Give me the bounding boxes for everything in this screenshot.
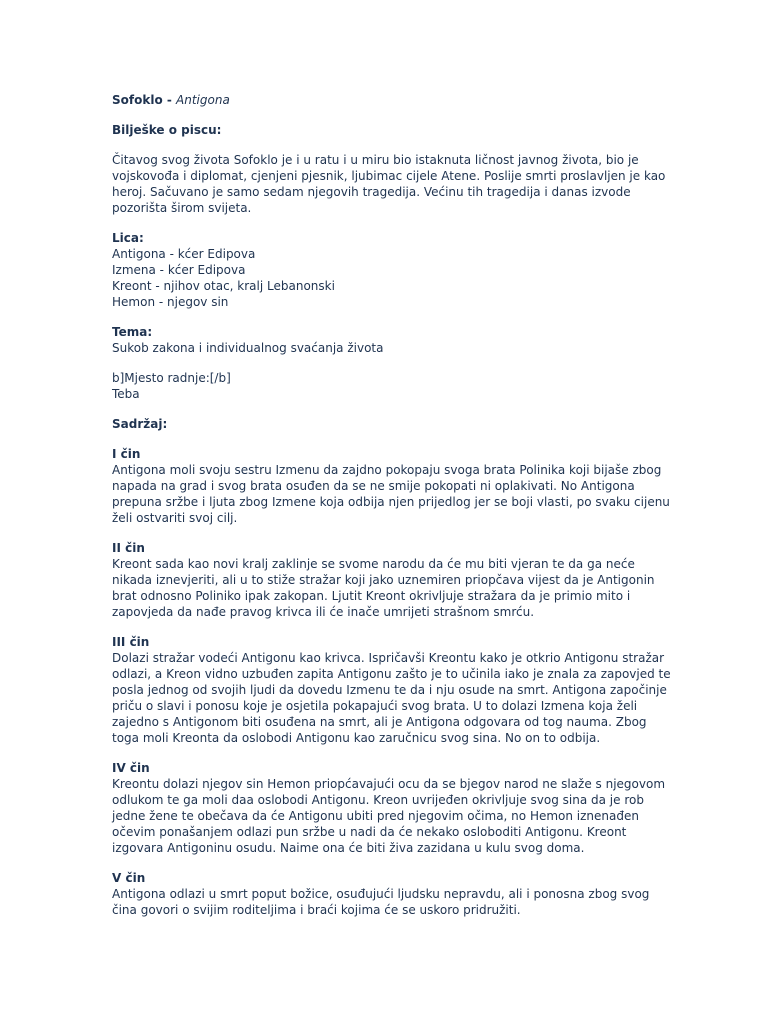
act-heading: V čin (112, 871, 146, 885)
act-heading: III čin (112, 635, 150, 649)
author-section (112, 122, 672, 138)
author-paragraph: Čitavog svog života Sofoklo je i u ratu i u miru bio istaknuta ličnost javnog života, bio je vojskovođa i diplomat, cjenjeni pjesnik, ljubimac cijele Atene. Poslije smrti proslavljen je kao heroj. Sačuvano je samo sedam njegovih tragedija. Većinu tih tragedija i danas izvode pozorišta širom svijeta. (112, 153, 666, 215)
place-text: Teba (112, 387, 140, 401)
act-heading: II čin (112, 541, 145, 555)
character-item: Antigona - kćer Edipova (112, 247, 256, 261)
act-section (112, 540, 672, 620)
author-heading: Bilješke o piscu: (112, 123, 222, 137)
characters-list (112, 246, 672, 310)
theme-heading: Tema: (112, 325, 153, 339)
title-italic: Antigona (176, 93, 230, 107)
title-prefix: Sofoklo - (112, 93, 177, 107)
act-text: Antigona moli svoju sestru Izmenu da zajdno pokopaju svoga brata Polinika koji bijaše zbog napada na grad i svog brata osuđen da se ne smije pokopati ni oplakivati. No Antigona prepuna sržbe i ljuta zbog Izmene koja odbija njen prijedlog jer se boji vlasti, po svaku cijenu želi ostvariti svoj cilj. (112, 463, 670, 525)
characters-heading: Lica: (112, 231, 144, 245)
act-section (112, 760, 672, 856)
act-text: Antigona odlazi u smrt poput božice, osuđujući ljudsku nepravdu, ali i ponosna zbog svog čina govori o svijim roditeljima i braći kojima će se uskoro pridružiti. (112, 887, 650, 917)
content-heading: Sadržaj: (112, 417, 168, 431)
act-heading: I čin (112, 447, 141, 461)
place-section (112, 370, 672, 402)
theme-text: Sukob zakona i individualnog svaćanja života (112, 341, 384, 355)
act-heading: IV čin (112, 761, 150, 775)
act-section (112, 634, 672, 746)
characters-section (112, 230, 672, 310)
act-text: Dolazi stražar vodeći Antigonu kao krivca. Ispričavši Kreontu kako je otkrio Antigonu stražar odlazi, a Kreon vidno uzbuđen zapita Antigonu zašto je to učinila iako je znala za zapovjed te posla jednog od svojih ljudi da dovedu Izmenu te da i nju osude na smrt. Antigona započinje priču o slavi i ponosu koje je osjetila pokapajući svog brata. U to dolazi Izmena koja želi zajedno s Antigonom biti osuđena na smrt, ali je Antigona odgovara od tog nauma. Zbog toga moli Kreonta da oslobodi Antigonu kao zaručnicu svog sina. No on to odbija. (112, 651, 671, 745)
act-text: Kreont sada kao novi kralj zaklinje se svome narodu da će mu biti vjeran te da ga neće nikada iznevjeriti, ali u to stiže stražar koji jako uznemiren priopčava vijest da je Antigonin brat odnosno Poliniko ipak zakopan. Ljutit Kreont okrivljuje stražara da je primio mito i zapovjeda da nađe pravog krivca ili će inače umrijeti strašnom smrću. (112, 557, 655, 619)
document-title (112, 92, 672, 108)
theme-section (112, 324, 672, 356)
act-text: Kreontu dolazi njegov sin Hemon priopćavajući ocu da se bjegov narod ne slaže s njegovom odlukom te ga moli daa oslobodi Antigonu. Kreon uvrijeđen okrivljuje svog sina da je rob jedne žene te obečava da će Antigonu ubiti pred njegovim očima, no Hemon iznenađen očevim ponašanjem odlazi pun sržbe u nadi da će nekako osloboditi Antigonu. Kreont izgovara Antigoninu osudu. Naime ona će biti živa zazidana u kulu svog doma. (112, 777, 666, 855)
document-page (112, 92, 672, 932)
character-item: Izmena - kćer Edipova (112, 263, 246, 277)
act-section (112, 870, 672, 918)
character-item: Hemon - njegov sin (112, 295, 229, 309)
place-heading: b]Mjesto radnje:[/b] (112, 371, 231, 385)
author-text-section (112, 152, 672, 216)
act-section (112, 446, 672, 526)
content-section (112, 416, 672, 432)
character-item: Kreont - njihov otac, kralj Lebanonski (112, 279, 335, 293)
